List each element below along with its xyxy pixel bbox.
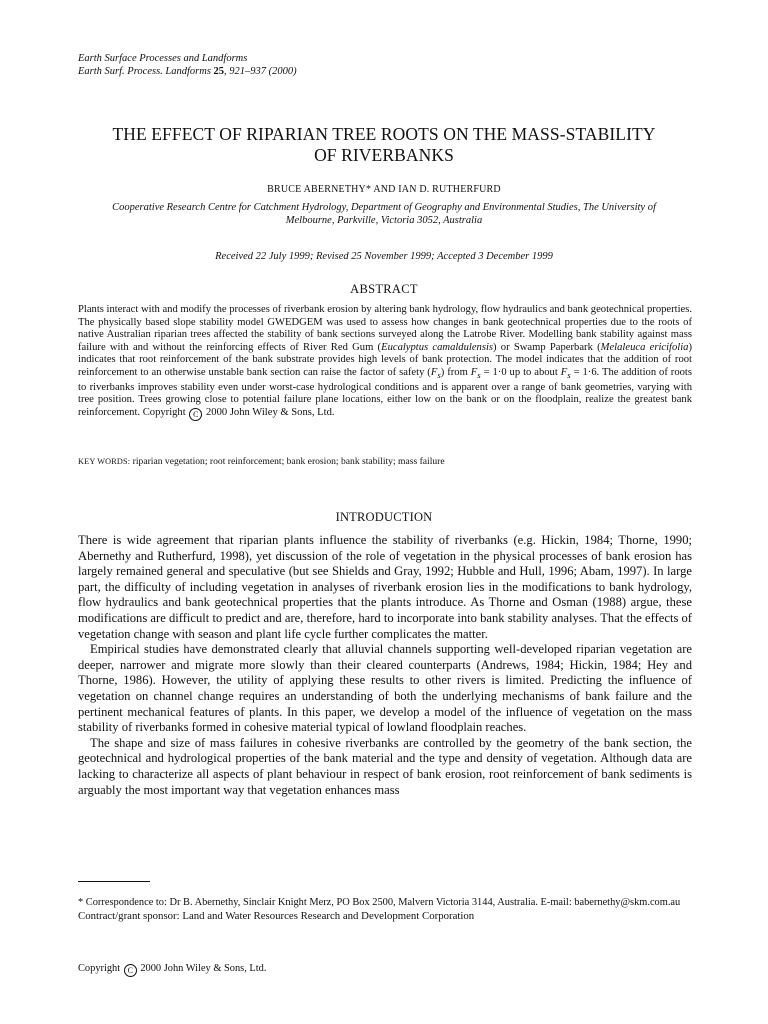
article-title [60,124,708,166]
species-red-gum: Eucalyptus camaldulensis [381,341,494,353]
factor-of-safety-subscript: s [567,370,571,381]
authors: BRUCE ABERNETHY* AND IAN D. RUTHERFURD [267,184,501,195]
factor-of-safety-symbol: F [560,366,568,378]
copyright-symbol-icon: C [124,964,137,977]
received-dates: Received 22 July 1999; Revised 25 November 1999; Accepted 3 December 1999 [215,251,553,262]
abstract-text-part: 2000 John Wiley & Sons, Ltd. [203,406,335,418]
title-line-2: OF RIVERBANKS [314,145,454,165]
journal-volume: 25 [213,66,225,77]
abstract-text-part: = 1·6. The addition of roots to riverbanks improves stability even under worst-case hydrological conditions and is apparent over a range of bank geometries, varying with tree position. Trees growing close to potential failure plane locations, either low on the bank or on the floodplain, realize the greatest bank reinforcement. Copyright [78,366,692,418]
introduction-heading: INTRODUCTION [335,510,433,524]
abstract-text-part: ) or Swamp Paperbark ( [493,341,601,353]
paragraph: The shape and size of mass failures in cohesive riverbanks are controlled by the geometry of the bank section, the geotechnical and hydrological properties of the bank material and the type and density of vegetation. Although data are lacking to characterize all aspects of plant behaviour in respect of bank erosion, root reinforcement of bank sediments is arguably the most important way that vegetation enhances mass [78,735,692,797]
copyright-symbol-icon: C [189,408,202,421]
journal-name: Earth Surface Processes and Landforms [78,53,248,64]
factor-of-safety-symbol: F [430,366,438,378]
introduction-body [78,533,692,798]
footnote-rule [78,881,150,882]
abstract-text-part: ) indicates that root reinforcement of the bank substrate provides high levels of bank protection. The model indicates that the addition of root reinforcement to an otherwise unstable bank section can raise the factor of safety ( [78,341,692,378]
affiliation [76,201,692,227]
citation-prefix: Earth Surf. Process. Landforms [78,66,211,77]
grant-sponsor-note: Contract/grant sponsor: Land and Water Resources Research and Development Corporation [78,910,475,922]
correspondence-note: * Correspondence to: Dr B. Abernethy, Sinclair Knight Merz, PO Box 2500, Malvern Victoria 3144, Australia. E-mail: babernethy@skm.com.au [78,897,681,908]
footnote [78,896,692,923]
factor-of-safety-subscript: s [477,370,481,381]
factor-of-safety-subscript: s [437,370,441,381]
species-swamp-paperbark: Melaleuca ericifolia [600,341,689,353]
paragraph: Empirical studies have demonstrated clearly that alluvial channels supporting well-developed riparian vegetation are deeper, narrower and migrate more slowly than their cleared counterparts (Andrews, 1984; Hickin, 1984; Hey and Thorne, 1986). However, the utility of applying these results to other rivers is limited. Predicting the influence of vegetation on channel change requires an understanding of both the underlying mechanisms of bank failure and the pertinent mechanical features of plants. In this paper, we develop a model of the influence of vegetation on the mass stability of riverbanks formed in cohesive material typical of lowland floodplain reaches. [78,642,692,735]
abstract-text [78,304,692,421]
affiliation-line-1: Cooperative Research Centre for Catchment Hydrology, Department of Geography and Environmental Studies, The University of [112,202,656,213]
abstract-text-part: Plants interact with and modify the processes of riverbank erosion by altering bank hydrology, flow hydraulics and bank geotechnical properties. The physically based slope stability model GWEDGEM was used to assess how changes in bank geotechnical properties due to the roots of native Australian riparian trees affected the stability of bank sections surveyed along the Latrobe River. Modelling bank stability against mass failure with and without the reinforcing effects of River Red Gum ( [78,304,692,353]
keywords-text: riparian vegetation; root reinforcement; bank erosion; bank stability; mass failure [130,456,445,467]
page-copyright [78,963,266,977]
paragraph: There is wide agreement that riparian plants influence the stability of riverbanks (e.g. Hickin, 1984; Thorne, 1990; Abernethy and Rutherfurd, 1998), yet discussion of the role of vegetation in the physical processes of bank erosion has largely remained general and speculative (but see Shields and Gray, 1992; Hubble and Hull, 1996; Abam, 1997). In large part, the difficulty of including vegetation in analyses of riverbank erosion lies in the modifications to bank hydrology, flow hydraulics and bank geotechnical properties that the plants introduce. As Thorne and Osman (1988) argue, these modifications are difficult to predict and are, therefore, hard to incorporate into bank stability analyses. That the effects of vegetation change with season and plant life cycle further complicates the matter. [78,533,692,641]
abstract-heading: ABSTRACT [350,282,418,296]
journal-citation [78,65,297,78]
affiliation-line-2: Melbourne, Parkville, Victoria 3052, Australia [285,215,483,226]
journal-pages-year: , 921–937 (2000) [224,66,297,77]
journal-header [78,52,297,78]
factor-of-safety-symbol: F [470,366,478,378]
copyright-suffix: 2000 John Wiley & Sons, Ltd. [137,963,267,974]
keywords [78,456,445,467]
abstract-text-part: = 1·0 up to about [480,366,561,378]
abstract-text-part: ) from [440,366,471,378]
keywords-label: KEY WORDS: [78,457,131,466]
title-line-1: THE EFFECT OF RIPARIAN TREE ROOTS ON THE MASS-STABILITY [112,124,656,144]
copyright-prefix: Copyright [78,963,123,974]
